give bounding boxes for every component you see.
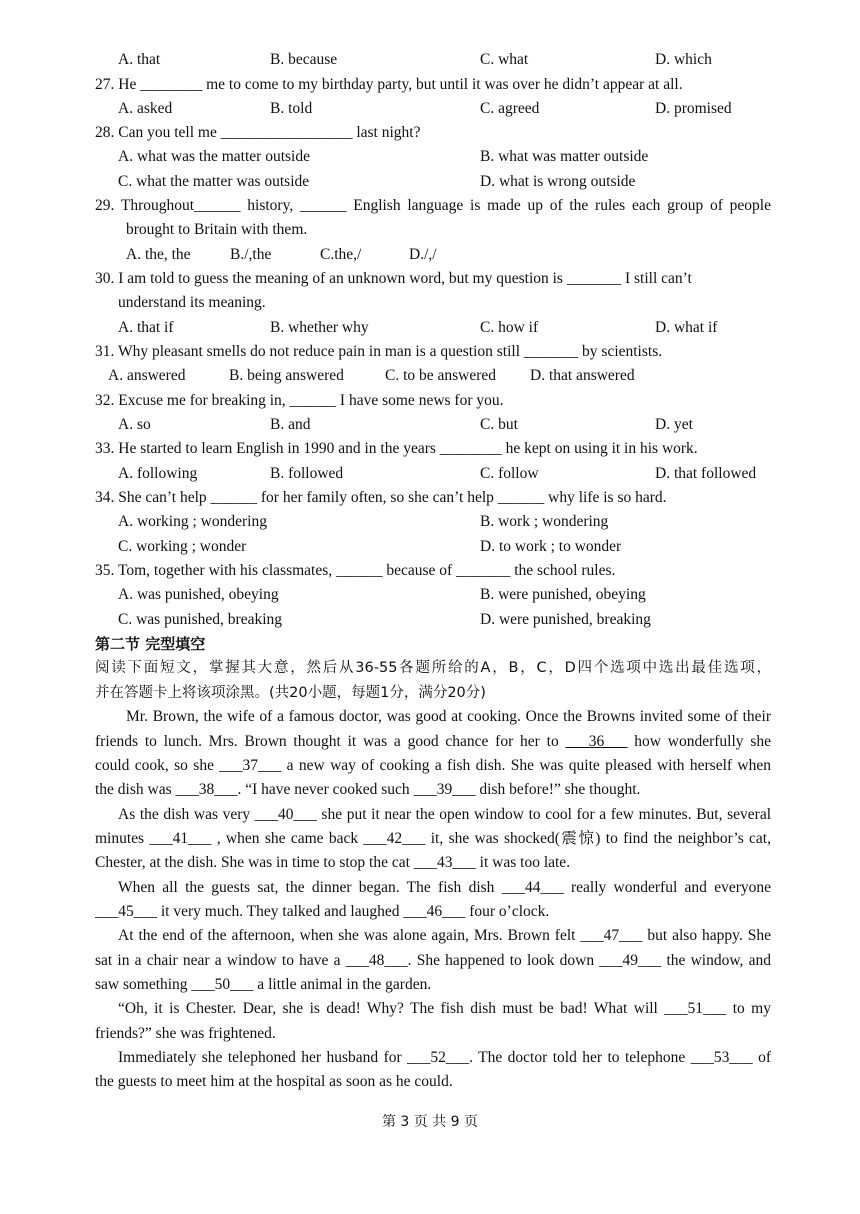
q35-option-d: D. were punished, breaking [480, 611, 651, 628]
passage-p1-line1: Mr. Brown, the wife of a famous doctor, was good at cooking. Once the Browns invited some of their [126, 708, 771, 725]
q31-option-c: C. to be answered [385, 367, 497, 384]
q26-option-d: D. which [655, 51, 712, 68]
q30-option-a: A. that if [118, 319, 174, 336]
q30-option-d: D. what if [655, 319, 718, 336]
q35-stem: 35. Tom, together with his classmates, ______ because of _______ the school rules. [95, 562, 616, 579]
q29-option-b: B./,the [230, 246, 272, 263]
q30-stem: 30. I am told to guess the meaning of an unknown word, but my question is _______ I still can’t [95, 270, 692, 287]
q27-option-d: D. promised [655, 100, 732, 117]
q33-option-b: B. followed [270, 465, 344, 482]
q32-option-b: B. and [270, 416, 311, 433]
q26-option-b: B. because [270, 51, 338, 68]
q30-option-c: C. how if [480, 319, 539, 336]
q35-option-b: B. were punished, obeying [480, 586, 646, 603]
passage-p4-line3: saw something ___50___ a little animal in the garden. [95, 976, 432, 993]
passage-p5-line2: friends?” she was frightened. [95, 1025, 276, 1042]
blank-36: ___36___ [565, 733, 628, 750]
passage-p3-line2: ___45___ it very much. They talked and laughed ___46___ four o’clock. [95, 903, 550, 920]
q29-option-d: D./,/ [409, 246, 437, 263]
passage-p4-line2: sat in a chair near a window to have a ___48___. She happened to look down ___49___ the window, and [95, 952, 771, 969]
q28-option-d: D. what is wrong outside [480, 173, 636, 190]
passage-p2-line1: As the dish was very ___40___ she put it near the open window to cool for a few minutes. But, several [118, 806, 771, 823]
passage-p6-line1: Immediately she telephoned her husband for ___52___. The doctor told her to telephone ___53___ of [118, 1049, 771, 1066]
q26-option-a: A. that [118, 51, 161, 68]
q28-option-b: B. what was matter outside [480, 148, 649, 165]
section-instructions-line1: 阅读下面短文，掌握其大意，然后从36-55各题所给的A，B，C，D四个选项中选出最佳选项， [95, 660, 771, 676]
q34-option-c: C. working ; wonder [118, 538, 247, 555]
q30-stem-cont: understand its meaning. [118, 294, 266, 311]
q34-option-b: B. work ; wondering [480, 513, 609, 530]
q34-option-a: A. working ; wondering [118, 513, 267, 530]
passage-p2-line2: minutes ___41___ , when she came back ___42___ it, she was shocked(震惊) to find the neighbor’s cat, [95, 830, 771, 847]
q27-option-c: C. agreed [480, 100, 540, 117]
page-number-footer: 第 3 页 共 9 页 [381, 1114, 479, 1130]
q34-stem: 34. She can’t help ______ for her family often, so she can’t help ______ why life is so hard. [95, 489, 667, 506]
q30-option-b: B. whether why [270, 319, 369, 336]
passage-p4-line1: At the end of the afternoon, when she was alone again, Mrs. Brown felt ___47___ but also happy. She [118, 927, 771, 944]
passage-p1-line3: could cook, so she ___37___ a new way of cooking a fish dish. She was quite pleased with herself when [95, 757, 771, 774]
passage-p1-line2 [95, 732, 771, 752]
q29-stem-cont: brought to Britain with them. [126, 221, 308, 238]
passage-text: friends to lunch. Mrs. Brown thought it was a good chance for her to [95, 733, 566, 750]
q28-option-c: C. what the matter was outside [118, 173, 310, 190]
q27-stem: 27. He ________ me to come to my birthday party, but until it was over he didn’t appear at all. [95, 76, 683, 93]
q32-option-d: D. yet [655, 416, 693, 433]
q28-stem: 28. Can you tell me _________________ last night? [95, 124, 421, 141]
q29-option-c: C.the,/ [320, 246, 362, 263]
q35-option-c: C. was punished, breaking [118, 611, 283, 628]
q32-stem: 32. Excuse me for breaking in, ______ I have some news for you. [95, 392, 504, 409]
q31-stem: 31. Why pleasant smells do not reduce pain in man is a question still _______ by scientists. [95, 343, 663, 360]
q33-option-a: A. following [118, 465, 198, 482]
passage-text: how wonderfully she [627, 733, 771, 750]
q31-option-a: A. answered [108, 367, 186, 384]
q33-option-c: C. follow [480, 465, 539, 482]
q35-option-a: A. was punished, obeying [118, 586, 279, 603]
q32-option-c: C. but [480, 416, 518, 433]
q32-option-a: A. so [118, 416, 151, 433]
q33-stem: 33. He started to learn English in 1990 and in the years ________ he kept on using it in his work. [95, 440, 698, 457]
q31-option-b: B. being answered [229, 367, 344, 384]
q29-stem: 29. Throughout______ history, ______ English language is made up of the rules each group of people [95, 197, 771, 214]
q26-option-c: C. what [480, 51, 529, 68]
passage-p3-line1: When all the guests sat, the dinner began. The fish dish ___44___ really wonderful and everyone [118, 879, 771, 896]
q33-option-d: D. that followed [655, 465, 757, 482]
passage-p6-line2: the guests to meet him at the hospital as soon as he could. [95, 1073, 453, 1090]
q27-option-a: A. asked [118, 100, 173, 117]
q28-option-a: A. what was the matter outside [118, 148, 310, 165]
q34-option-d: D. to work ; to wonder [480, 538, 622, 555]
q29-option-a: A. the, the [126, 246, 191, 263]
q31-option-d: D. that answered [530, 367, 635, 384]
section-instructions-line2: 并在答题卡上将该项涂黑。(共20小题，每题1分，满分20分) [95, 685, 486, 701]
section-title: 第二节 完型填空 [95, 635, 206, 653]
q27-option-b: B. told [270, 100, 313, 117]
passage-p5-line1: “Oh, it is Chester. Dear, she is dead! Why? The fish dish must be bad! What will ___51___ to my [118, 1000, 771, 1017]
passage-p2-line3: Chester, at the dish. She was in time to stop the cat ___43___ it was too late. [95, 854, 571, 871]
passage-p1-line4: the dish was ___38___. “I have never cooked such ___39___ dish before!” she thought. [95, 781, 641, 798]
